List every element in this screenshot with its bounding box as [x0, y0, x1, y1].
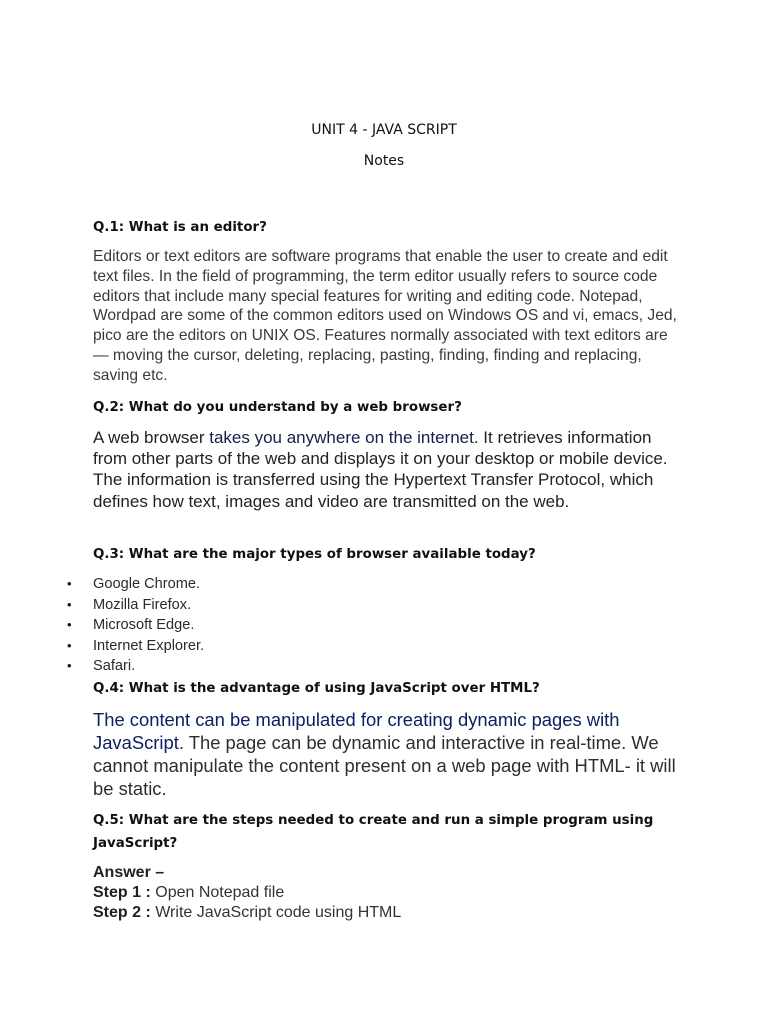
answer-2-paragraph	[93, 427, 673, 512]
answer-1-paragraph: Editors or text editors are software programs that enable the user to create and edit text files. In the field of programming, the term editor usually refers to source code editors that include many special features for writing and editing code. Notepad, Wordpad are some of the common editors used on Windows OS and vi, emacs, Jed, pico are the editors on UNIX OS. Features normally associated with text editors are — moving the cursor, deleting, replacing, pasting, finding, finding and replacing, saving etc.	[93, 248, 677, 384]
answer-5-block	[93, 863, 683, 923]
question-4-heading: Q.4: What is the advantage of using JavaScript over HTML?	[93, 681, 540, 696]
bullet-icon: •	[67, 637, 72, 653]
answer-2-start: A web browser	[93, 428, 210, 447]
answer-4-rest: . The page can be dynamic and interactive in real-time. We cannot manipulate the content present on a web page with HTML- it will be static.	[93, 732, 676, 799]
question-5-line-1: Q.5: What are the steps needed to create and run a simple program using	[93, 813, 654, 828]
bullet-icon: •	[67, 596, 72, 612]
answer-label: Answer –	[93, 864, 165, 881]
step-1-label: Step 1 :	[93, 884, 151, 901]
list-item	[67, 615, 204, 636]
list-item	[67, 595, 204, 616]
list-item	[67, 574, 204, 595]
list-item-text: Internet Explorer.	[93, 637, 205, 654]
question-5-line-2: JavaScript?	[93, 836, 178, 851]
list-item	[67, 636, 205, 657]
question-5-heading	[93, 809, 693, 855]
answer-4-paragraph	[93, 708, 683, 800]
step-2	[93, 903, 683, 923]
page-subtitle: Notes	[363, 153, 405, 169]
answer-2-rest: . It retrieves information from other parts of the web and displays it on your desktop or mobile device. The information is transferred using the Hypertext Transfer Protocol, which defines how text, images and video are transmitted on the web.	[93, 428, 668, 511]
question-3-heading: Q.3: What are the major types of browser available today?	[93, 547, 536, 562]
answer-4-highlight[interactable]: The content can be manipulated for creating dynamic pages with JavaScript	[93, 709, 620, 753]
list-item-text: Microsoft Edge.	[93, 617, 195, 633]
question-1-heading: Q.1: What is an editor?	[93, 220, 267, 235]
list-item-text: Safari.	[93, 658, 136, 674]
list-item-text: Mozilla Firefox.	[93, 596, 192, 613]
question-2-heading: Q.2: What do you understand by a web browser?	[93, 400, 462, 415]
step-2-text: Write JavaScript code using HTML	[150, 904, 402, 921]
bullet-icon: •	[67, 576, 72, 591]
bullet-icon: •	[67, 617, 72, 632]
browser-list	[67, 574, 205, 677]
bullet-icon: •	[67, 658, 72, 673]
step-1-text: Open Notepad file	[150, 884, 285, 901]
list-item	[67, 656, 204, 677]
step-2-label: Step 2 :	[93, 904, 151, 921]
answer-2-link[interactable]: takes you anywhere on the internet	[209, 428, 474, 447]
step-1	[93, 883, 683, 903]
list-item-text: Google Chrome.	[93, 576, 201, 592]
page-title: UNIT 4 - JAVA SCRIPT	[311, 122, 457, 138]
